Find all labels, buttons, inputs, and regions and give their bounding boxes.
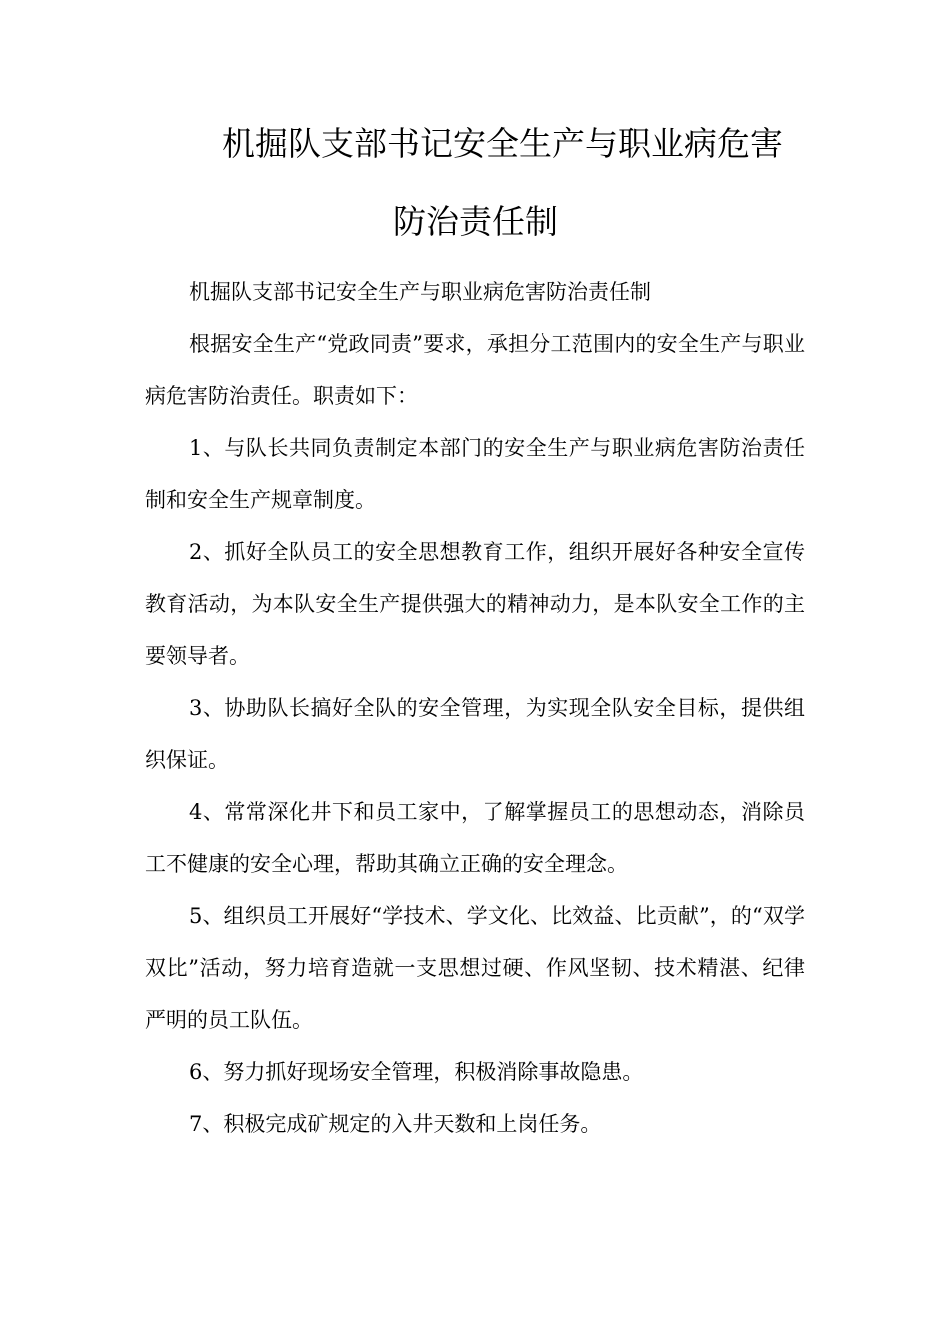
paragraph-intro: 根据安全生产“党政同责”要求，承担分工范围内的安全生产与职业病危害防治责任。职责如下：: [145, 332, 805, 408]
paragraph-item-1: 1、与队长共同负责制定本部门的安全生产与职业病危害防治责任制和安全生产规章制度。: [145, 436, 805, 512]
paragraph-item-3: 3、协助队长搞好全队的安全管理，为实现全队安全目标，提供组织保证。: [145, 696, 805, 772]
paragraph-item-6: 6、努力抓好现场安全管理，积极消除事故隐患。: [189, 1060, 644, 1084]
document-title-line-2: 防治责任制: [393, 202, 558, 241]
paragraph-item-4: 4、常常深化井下和员工家中，了解掌握员工的思想动态，消除员工不健康的安全心理，帮助其确立正确的安全理念。: [145, 800, 805, 876]
paragraph-item-7: 7、积极完成矿规定的入井天数和上岗任务。: [189, 1112, 602, 1136]
paragraph-item-5: 5、组织员工开展好“学技术、学文化、比效益、比贡献”，的“双学双比”活动，努力培育造就一支思想过硬、作风坚韧、技术精湛、纪律严明的员工队伍。: [145, 904, 805, 1032]
document-title-line-1: 机掘队支部书记安全生产与职业病危害: [222, 124, 783, 163]
paragraph-subtitle: 机掘队支部书记安全生产与职业病危害防治责任制: [189, 280, 651, 304]
paragraph-item-2: 2、抓好全队员工的安全思想教育工作，组织开展好各种安全宣传教育活动，为本队安全生产提供强大的精神动力，是本队安全工作的主要领导者。: [145, 540, 805, 668]
